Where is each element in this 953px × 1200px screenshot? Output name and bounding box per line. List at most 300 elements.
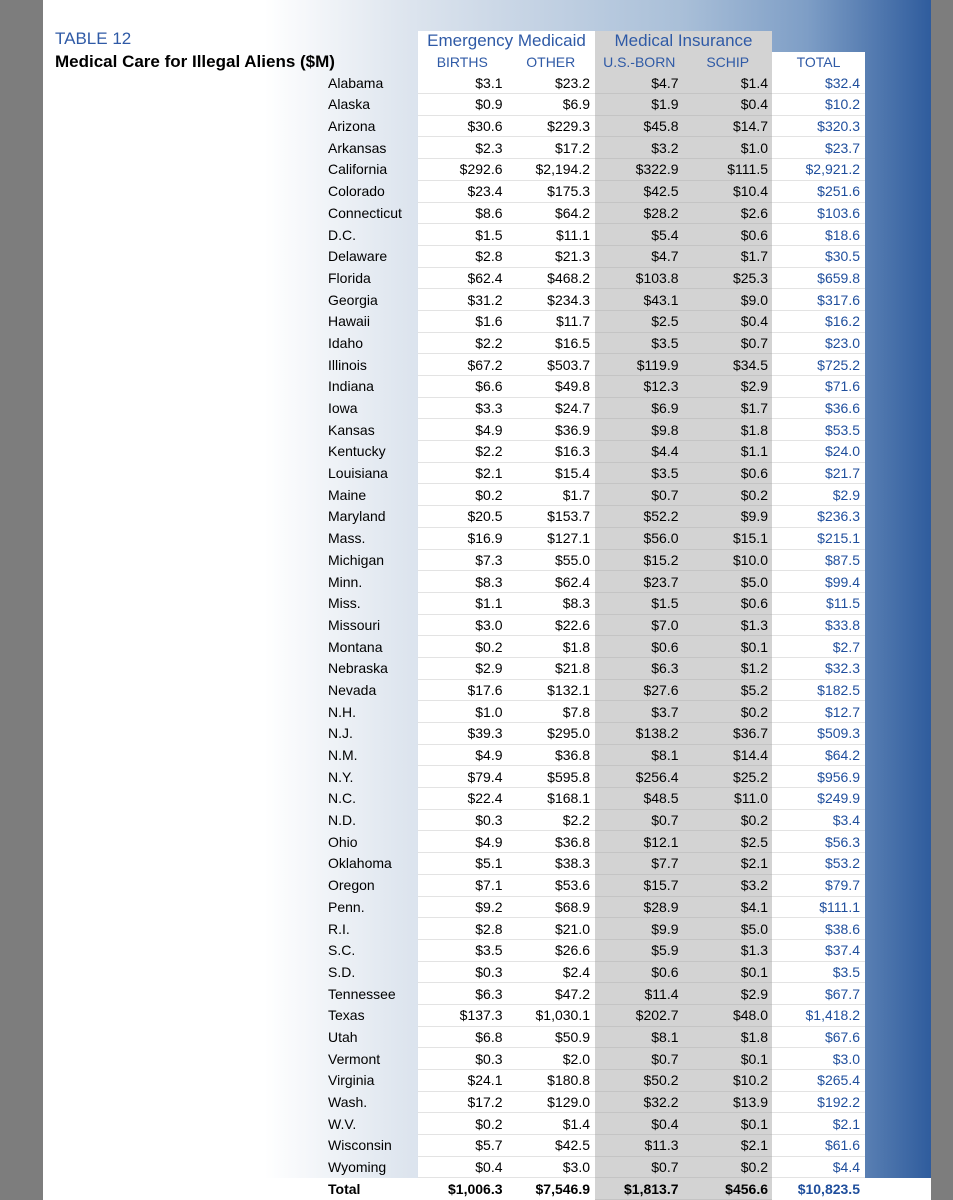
- births-cell: $3.1: [418, 72, 507, 93]
- schip-cell: $111.5: [684, 159, 773, 181]
- total-cell: $4.4: [772, 1156, 865, 1178]
- other-cell: $8.3: [507, 592, 596, 614]
- schip-cell: $1.1: [684, 441, 773, 463]
- births-cell: $5.7: [418, 1135, 507, 1157]
- table-number: TABLE 12: [55, 29, 132, 48]
- total-cell: $2.1: [772, 1113, 865, 1135]
- total-cell: $725.2: [772, 354, 865, 376]
- total-cell: $103.6: [772, 202, 865, 224]
- other-cell: $6.9: [507, 94, 596, 116]
- table-row: [323, 1026, 865, 1048]
- title-block: [55, 28, 345, 74]
- table-row: [323, 592, 865, 614]
- other-cell: $595.8: [507, 766, 596, 788]
- us-born-cell: $3.5: [595, 462, 684, 484]
- births-cell: $0.2: [418, 484, 507, 506]
- total-cell: $87.5: [772, 549, 865, 571]
- other-cell: $64.2: [507, 202, 596, 224]
- other-cell: $503.7: [507, 354, 596, 376]
- us-born-cell: $5.4: [595, 224, 684, 246]
- other-cell: $132.1: [507, 679, 596, 701]
- births-cell: $2.1: [418, 462, 507, 484]
- births-cell: $5.1: [418, 853, 507, 875]
- table-row: [323, 874, 865, 896]
- us-born-cell: $103.8: [595, 267, 684, 289]
- state-name-cell: Miss.: [328, 595, 361, 612]
- other-cell: $3.0: [507, 1156, 596, 1178]
- other-cell: $23.2: [507, 72, 596, 93]
- other-cell: $153.7: [507, 506, 596, 528]
- births-cell: $1.1: [418, 592, 507, 614]
- total-cell: $1,418.2: [772, 1004, 865, 1026]
- us-born-cell: $4.7: [595, 72, 684, 93]
- table-row: [323, 636, 865, 658]
- births-cell: $8.3: [418, 571, 507, 593]
- us-born-cell: $12.3: [595, 376, 684, 398]
- other-cell: $16.3: [507, 441, 596, 463]
- state-name-cell: S.C.: [328, 942, 356, 959]
- state-name-cell: Wash.: [328, 1094, 368, 1111]
- us-born-cell: $3.2: [595, 137, 684, 159]
- state-name-cell: Wisconsin: [328, 1137, 392, 1154]
- total-cell: $53.2: [772, 853, 865, 875]
- schip-cell: $0.6: [684, 462, 773, 484]
- state-name-cell: Alaska: [328, 96, 371, 113]
- table-row: [323, 506, 865, 528]
- us-born-cell: $9.8: [595, 419, 684, 441]
- us-born-cell: $12.1: [595, 831, 684, 853]
- schip-cell: $10.2: [684, 1070, 773, 1092]
- other-cell: $38.3: [507, 853, 596, 875]
- schip-cell: $0.1: [684, 961, 773, 983]
- table-row: [323, 1156, 865, 1178]
- state-name-cell: Indiana: [328, 378, 374, 395]
- state-name-cell: N.M.: [328, 747, 358, 764]
- schip-cell: $1.7: [684, 397, 773, 419]
- us-born-cell: $28.2: [595, 202, 684, 224]
- births-cell: $67.2: [418, 354, 507, 376]
- table-row: [323, 462, 865, 484]
- us-born-cell: $0.4: [595, 1113, 684, 1135]
- total-cell: $317.6: [772, 289, 865, 311]
- births-cell: $2.8: [418, 918, 507, 940]
- us-born-cell: $43.1: [595, 289, 684, 311]
- us-born-cell: $50.2: [595, 1070, 684, 1092]
- column-header-births: BIRTHS: [418, 52, 507, 73]
- us-born-cell: $2.5: [595, 310, 684, 332]
- schip-cell: $2.9: [684, 983, 773, 1005]
- total-cell: $61.6: [772, 1135, 865, 1157]
- table-row: [323, 1070, 865, 1092]
- state-name-cell: Maryland: [328, 508, 386, 525]
- state-name-cell: Wyoming: [328, 1159, 387, 1176]
- schip-cell: $2.1: [684, 853, 773, 875]
- us-born-cell: $42.5: [595, 180, 684, 202]
- us-born-cell: $1.5: [595, 592, 684, 614]
- total-us-born-cell: $1,813.7: [595, 1178, 684, 1200]
- us-born-cell: $4.7: [595, 245, 684, 267]
- state-name-cell: Nevada: [328, 681, 377, 698]
- births-cell: $1.5: [418, 224, 507, 246]
- other-cell: $180.8: [507, 1070, 596, 1092]
- table-row: [323, 137, 865, 159]
- table-row: [323, 831, 865, 853]
- other-cell: $229.3: [507, 115, 596, 137]
- total-cell: $251.6: [772, 180, 865, 202]
- schip-cell: $25.3: [684, 267, 773, 289]
- state-name-cell: Montana: [328, 638, 383, 655]
- total-schip-cell: $456.6: [684, 1178, 773, 1200]
- state-name-cell: Louisiana: [328, 465, 388, 482]
- schip-cell: $0.2: [684, 1156, 773, 1178]
- total-cell: $53.5: [772, 419, 865, 441]
- us-born-cell: $322.9: [595, 159, 684, 181]
- other-cell: $36.9: [507, 419, 596, 441]
- births-cell: $2.9: [418, 657, 507, 679]
- table-row: [323, 571, 865, 593]
- total-cell: $18.6: [772, 224, 865, 246]
- group-header-row: [323, 31, 865, 52]
- total-cell: $192.2: [772, 1091, 865, 1113]
- births-cell: $0.3: [418, 961, 507, 983]
- births-cell: $2.8: [418, 245, 507, 267]
- schip-cell: $1.7: [684, 245, 773, 267]
- schip-cell: $14.7: [684, 115, 773, 137]
- us-born-cell: $256.4: [595, 766, 684, 788]
- us-born-cell: $7.0: [595, 614, 684, 636]
- other-cell: $15.4: [507, 462, 596, 484]
- us-born-cell: $1.9: [595, 94, 684, 116]
- total-cell: $215.1: [772, 527, 865, 549]
- births-cell: $3.0: [418, 614, 507, 636]
- us-born-cell: $27.6: [595, 679, 684, 701]
- us-born-cell: $28.9: [595, 896, 684, 918]
- state-name-cell: Maine: [328, 486, 367, 503]
- state-name-cell: Colorado: [328, 183, 385, 200]
- table-row: [323, 766, 865, 788]
- other-cell: $234.3: [507, 289, 596, 311]
- table-row: [323, 549, 865, 571]
- births-cell: $23.4: [418, 180, 507, 202]
- table-row: [323, 896, 865, 918]
- us-born-cell: $52.2: [595, 506, 684, 528]
- schip-cell: $34.5: [684, 354, 773, 376]
- total-cell: $111.1: [772, 896, 865, 918]
- other-cell: $49.8: [507, 376, 596, 398]
- total-cell: $32.3: [772, 657, 865, 679]
- state-name-cell: Illinois: [328, 356, 367, 373]
- table-row: [323, 224, 865, 246]
- schip-cell: $0.6: [684, 592, 773, 614]
- births-cell: $17.2: [418, 1091, 507, 1113]
- total-other-cell: $7,546.9: [507, 1178, 596, 1200]
- births-cell: $39.3: [418, 723, 507, 745]
- schip-cell: $0.2: [684, 484, 773, 506]
- state-name-cell: D.C.: [328, 226, 356, 243]
- schip-cell: $1.8: [684, 419, 773, 441]
- total-cell: $71.6: [772, 376, 865, 398]
- other-cell: $295.0: [507, 723, 596, 745]
- other-cell: $17.2: [507, 137, 596, 159]
- births-cell: $137.3: [418, 1004, 507, 1026]
- other-cell: $2.0: [507, 1048, 596, 1070]
- state-name-cell: California: [328, 161, 388, 178]
- births-cell: $292.6: [418, 159, 507, 181]
- schip-cell: $1.3: [684, 939, 773, 961]
- table-row: [323, 159, 865, 181]
- total-cell: $320.3: [772, 115, 865, 137]
- us-born-cell: $32.2: [595, 1091, 684, 1113]
- schip-cell: $5.0: [684, 918, 773, 940]
- us-born-cell: $48.5: [595, 788, 684, 810]
- state-name-cell: Florida: [328, 269, 371, 286]
- total-cell: $956.9: [772, 766, 865, 788]
- births-cell: $0.4: [418, 1156, 507, 1178]
- table-row: [323, 332, 865, 354]
- total-cell: $30.5: [772, 245, 865, 267]
- us-born-cell: $45.8: [595, 115, 684, 137]
- us-born-cell: $23.7: [595, 571, 684, 593]
- other-cell: $53.6: [507, 874, 596, 896]
- births-cell: $7.1: [418, 874, 507, 896]
- table-row: [323, 94, 865, 116]
- column-header-schip: SCHIP: [684, 52, 773, 73]
- us-born-cell: $9.9: [595, 918, 684, 940]
- schip-cell: $0.1: [684, 636, 773, 658]
- table-row: [323, 527, 865, 549]
- table-row: [323, 961, 865, 983]
- us-born-cell: $202.7: [595, 1004, 684, 1026]
- total-cell: $2,921.2: [772, 159, 865, 181]
- total-cell: $12.7: [772, 701, 865, 723]
- table-row: [323, 115, 865, 137]
- us-born-cell: $11.3: [595, 1135, 684, 1157]
- other-cell: $42.5: [507, 1135, 596, 1157]
- column-header-row: [323, 52, 865, 73]
- births-cell: $0.9: [418, 94, 507, 116]
- births-cell: $3.5: [418, 939, 507, 961]
- schip-cell: $0.4: [684, 310, 773, 332]
- schip-cell: $0.1: [684, 1048, 773, 1070]
- other-cell: $1,030.1: [507, 1004, 596, 1026]
- state-name-cell: Kentucky: [328, 443, 386, 460]
- births-cell: $3.3: [418, 397, 507, 419]
- state-name-cell: Minn.: [328, 573, 363, 590]
- other-cell: $468.2: [507, 267, 596, 289]
- state-name-cell: Delaware: [328, 248, 388, 265]
- state-name-cell: Texas: [328, 1007, 365, 1024]
- state-name-cell: R.I.: [328, 920, 350, 937]
- table-row: [323, 918, 865, 940]
- total-cell: $3.5: [772, 961, 865, 983]
- births-cell: $79.4: [418, 766, 507, 788]
- births-cell: $0.3: [418, 1048, 507, 1070]
- total-cell: $3.4: [772, 809, 865, 831]
- total-state-name-cell: Total: [323, 1178, 418, 1200]
- us-born-cell: $0.7: [595, 809, 684, 831]
- column-header-spacer: [323, 52, 418, 73]
- table-row: [323, 267, 865, 289]
- total-cell: $3.0: [772, 1048, 865, 1070]
- table-row: [323, 1135, 865, 1157]
- births-cell: $16.9: [418, 527, 507, 549]
- state-name-cell: Vermont: [328, 1050, 381, 1067]
- total-cell: $64.2: [772, 744, 865, 766]
- births-cell: $30.6: [418, 115, 507, 137]
- schip-cell: $1.3: [684, 614, 773, 636]
- us-born-cell: $0.7: [595, 484, 684, 506]
- state-name-cell: Alabama: [328, 74, 384, 91]
- other-cell: $175.3: [507, 180, 596, 202]
- us-born-cell: $3.7: [595, 701, 684, 723]
- table-row: [323, 1004, 865, 1026]
- state-name-cell: Hawaii: [328, 313, 371, 330]
- state-name-cell: Georgia: [328, 291, 378, 308]
- schip-cell: $5.2: [684, 679, 773, 701]
- state-name-cell: S.D.: [328, 963, 356, 980]
- us-born-cell: $7.7: [595, 853, 684, 875]
- total-births-cell: $1,006.3: [418, 1178, 507, 1200]
- other-cell: $26.6: [507, 939, 596, 961]
- other-cell: $47.2: [507, 983, 596, 1005]
- schip-cell: $48.0: [684, 1004, 773, 1026]
- state-name-cell: N.Y.: [328, 768, 354, 785]
- births-cell: $7.3: [418, 549, 507, 571]
- other-cell: $1.7: [507, 484, 596, 506]
- births-cell: $1.6: [418, 310, 507, 332]
- total-cell: $249.9: [772, 788, 865, 810]
- total-cell: $67.7: [772, 983, 865, 1005]
- total-cell: $37.4: [772, 939, 865, 961]
- births-cell: $4.9: [418, 831, 507, 853]
- births-cell: $31.2: [418, 289, 507, 311]
- births-cell: $4.9: [418, 419, 507, 441]
- table-heading: Medical Care for Illegal Aliens ($M): [55, 52, 335, 71]
- state-name-cell: Nebraska: [328, 660, 388, 677]
- other-cell: $36.8: [507, 744, 596, 766]
- table-row: [323, 939, 865, 961]
- table-row: [323, 701, 865, 723]
- total-cell: $21.7: [772, 462, 865, 484]
- medical-care-table: [323, 31, 865, 1200]
- other-cell: $2,194.2: [507, 159, 596, 181]
- total-cell: $36.6: [772, 397, 865, 419]
- schip-cell: $0.2: [684, 701, 773, 723]
- other-cell: $21.8: [507, 657, 596, 679]
- table-row: [323, 1048, 865, 1070]
- total-cell: $182.5: [772, 679, 865, 701]
- table-row: [323, 441, 865, 463]
- table-row: [323, 180, 865, 202]
- table-row: [323, 289, 865, 311]
- group-header-total-spacer: [772, 31, 865, 52]
- schip-cell: $25.2: [684, 766, 773, 788]
- state-name-cell: Arkansas: [328, 139, 387, 156]
- us-born-cell: $119.9: [595, 354, 684, 376]
- table-row: [323, 245, 865, 267]
- schip-cell: $1.2: [684, 657, 773, 679]
- column-header-total: TOTAL: [772, 52, 865, 73]
- us-born-cell: $138.2: [595, 723, 684, 745]
- births-cell: $9.2: [418, 896, 507, 918]
- other-cell: $68.9: [507, 896, 596, 918]
- group-header-spacer: [323, 31, 418, 52]
- table-row: [323, 419, 865, 441]
- table-row: [323, 614, 865, 636]
- schip-cell: $2.9: [684, 376, 773, 398]
- births-cell: $2.2: [418, 332, 507, 354]
- us-born-cell: $3.5: [595, 332, 684, 354]
- schip-cell: $2.6: [684, 202, 773, 224]
- state-name-cell: N.D.: [328, 812, 356, 829]
- schip-cell: $0.4: [684, 94, 773, 116]
- us-born-cell: $4.4: [595, 441, 684, 463]
- state-name-cell: Iowa: [328, 400, 358, 417]
- table-row: [323, 788, 865, 810]
- table-row: [323, 723, 865, 745]
- us-born-cell: $0.7: [595, 1156, 684, 1178]
- table-row: [323, 354, 865, 376]
- state-name-cell: Oregon: [328, 877, 375, 894]
- births-cell: $4.9: [418, 744, 507, 766]
- schip-cell: $2.1: [684, 1135, 773, 1157]
- state-name-cell: Ohio: [328, 833, 358, 850]
- other-cell: $24.7: [507, 397, 596, 419]
- schip-cell: $10.4: [684, 180, 773, 202]
- schip-cell: $36.7: [684, 723, 773, 745]
- us-born-cell: $0.6: [595, 636, 684, 658]
- schip-cell: $1.4: [684, 72, 773, 93]
- total-cell: $10.2: [772, 94, 865, 116]
- other-cell: $21.0: [507, 918, 596, 940]
- schip-cell: $11.0: [684, 788, 773, 810]
- table-row: [323, 202, 865, 224]
- other-cell: $7.8: [507, 701, 596, 723]
- column-header-us-born: U.S.-BORN: [595, 52, 684, 73]
- other-cell: $21.3: [507, 245, 596, 267]
- births-cell: $62.4: [418, 267, 507, 289]
- other-cell: $168.1: [507, 788, 596, 810]
- schip-cell: $15.1: [684, 527, 773, 549]
- table-row: [323, 376, 865, 398]
- table-row: [323, 679, 865, 701]
- births-cell: $2.2: [418, 441, 507, 463]
- births-cell: $0.2: [418, 1113, 507, 1135]
- state-name-cell: Arizona: [328, 118, 376, 135]
- other-cell: $11.7: [507, 310, 596, 332]
- births-cell: $6.6: [418, 376, 507, 398]
- column-header-other: OTHER: [507, 52, 596, 73]
- state-name-cell: N.J.: [328, 725, 353, 742]
- state-name-cell: Missouri: [328, 616, 381, 633]
- schip-cell: $5.0: [684, 571, 773, 593]
- schip-cell: $1.8: [684, 1026, 773, 1048]
- schip-cell: $9.0: [684, 289, 773, 311]
- total-cell: $67.6: [772, 1026, 865, 1048]
- table-row: [323, 853, 865, 875]
- us-born-cell: $6.9: [595, 397, 684, 419]
- other-cell: $55.0: [507, 549, 596, 571]
- state-name-cell: N.H.: [328, 703, 356, 720]
- schip-cell: $1.0: [684, 137, 773, 159]
- total-total-cell: $10,823.5: [772, 1178, 865, 1200]
- total-cell: $79.7: [772, 874, 865, 896]
- schip-cell: $0.2: [684, 809, 773, 831]
- total-cell: $38.6: [772, 918, 865, 940]
- total-cell: $236.3: [772, 506, 865, 528]
- us-born-cell: $0.7: [595, 1048, 684, 1070]
- table-row: [323, 657, 865, 679]
